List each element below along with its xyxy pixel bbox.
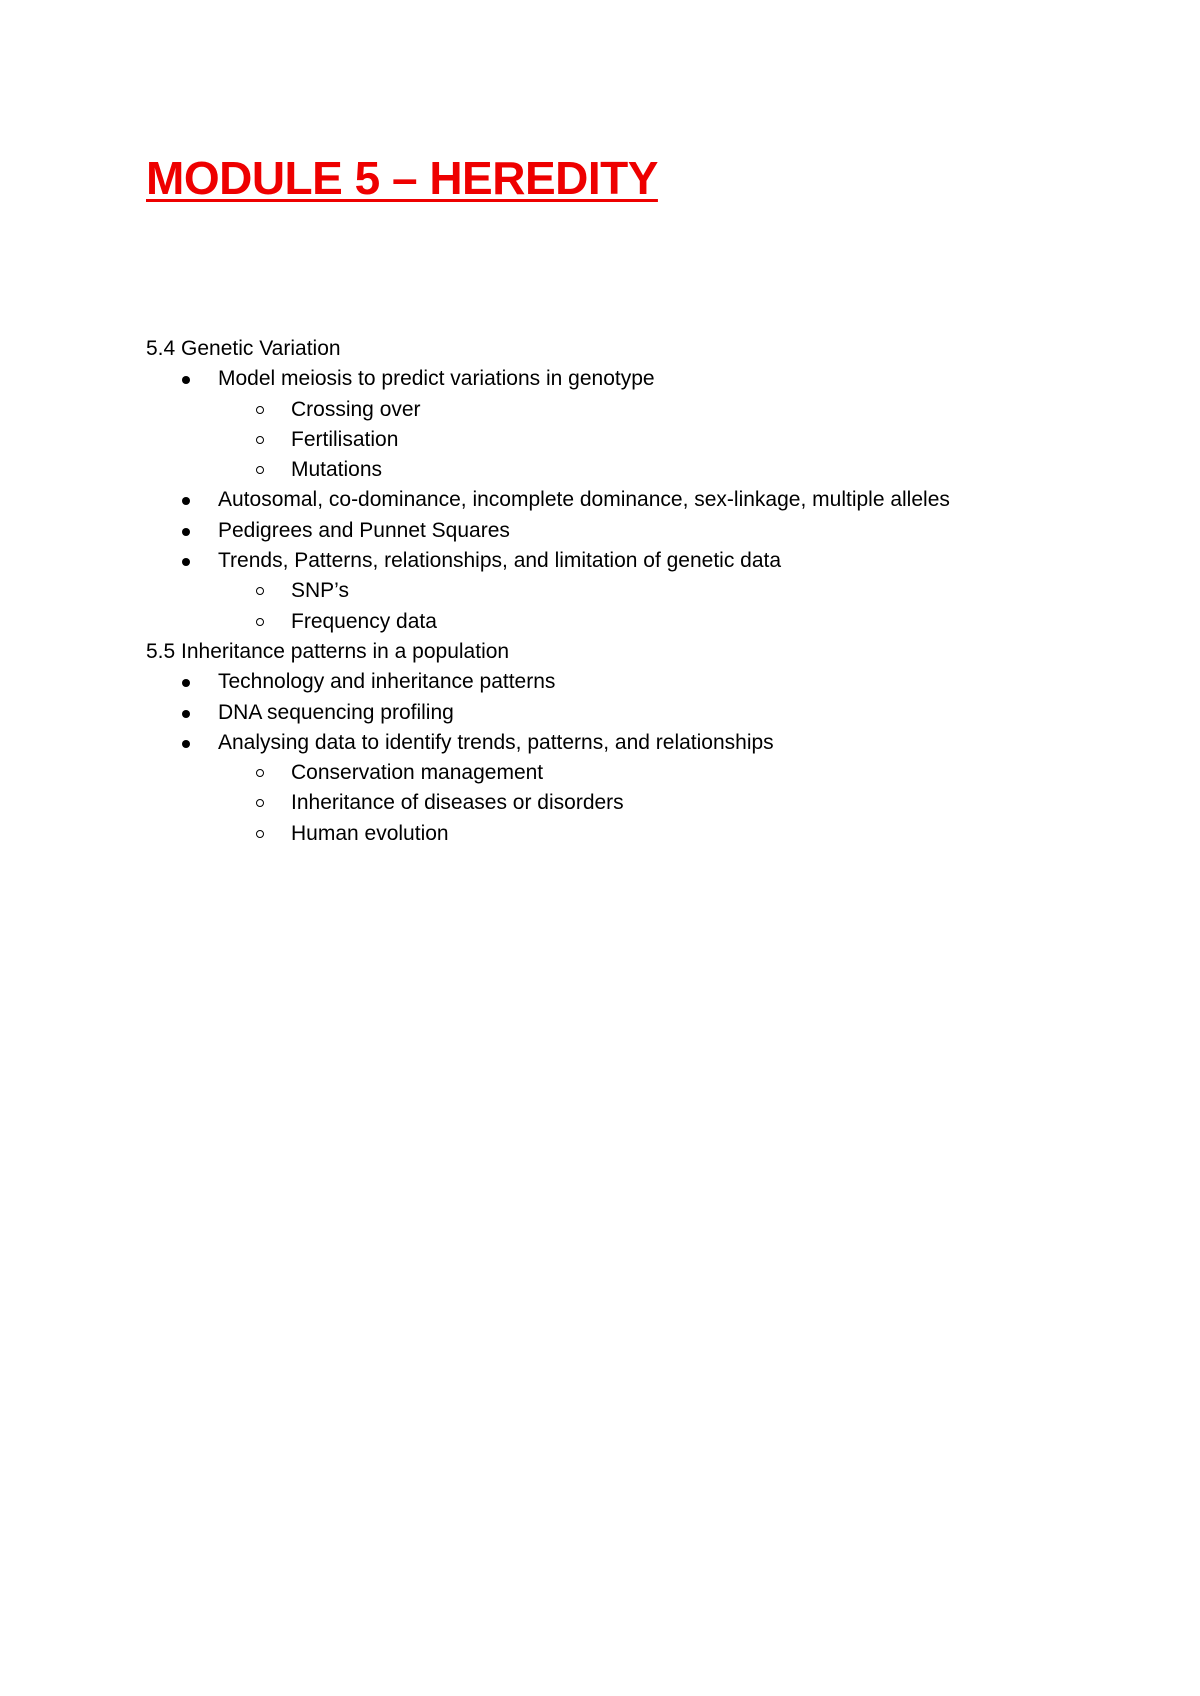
list-item-text: DNA sequencing profiling — [218, 700, 454, 724]
sub-list-item-text: Mutations — [291, 458, 383, 482]
sub-list-item — [146, 576, 1146, 606]
sub-list-item-text: Fertilisation — [291, 427, 399, 451]
sub-list-item — [146, 455, 1146, 485]
list-item-text: Analysing data to identify trends, patterns, and relationships — [218, 730, 774, 754]
sub-list-item-text: Crossing over — [291, 397, 421, 421]
section-heading: 5.4 Genetic Variation — [146, 337, 341, 360]
list-item-text: Model meiosis to predict variations in genotype — [218, 367, 655, 391]
section-heading: 5.5 Inheritance patterns in a population — [146, 639, 510, 663]
list-item — [146, 485, 1146, 515]
sub-list-item — [146, 425, 1146, 455]
page-title: MODULE 5 – HEREDITY — [146, 152, 658, 204]
list-item-text: Autosomal, co-dominance, incomplete dominance, sex-linkage, multiple alleles — [218, 488, 950, 512]
list-item-text: Technology and inheritance patterns — [218, 670, 556, 694]
sub-list-item — [146, 395, 1146, 425]
list-item-text: Trends, Patterns, relationships, and limitation of genetic data — [218, 549, 782, 573]
sub-list-item — [146, 607, 1146, 637]
list-item — [146, 364, 1146, 394]
document-body — [146, 334, 1146, 849]
list-item — [146, 546, 1146, 576]
list-item — [146, 667, 1146, 697]
list-item — [146, 698, 1146, 728]
sub-list-item-text: SNP’s — [291, 579, 349, 603]
list-item-text: Pedigrees and Punnet Squares — [218, 518, 510, 542]
sub-list-item — [146, 788, 1146, 818]
sub-list-item-text: Conservation management — [291, 761, 544, 785]
list-item — [146, 728, 1146, 758]
sub-list-item-text: Human evolution — [291, 821, 449, 845]
sub-list-item-text: Inheritance of diseases or disorders — [291, 791, 624, 815]
sub-list-item — [146, 819, 1146, 849]
sub-list-item-text: Frequency data — [291, 609, 437, 633]
sub-list-item — [146, 758, 1146, 788]
list-item — [146, 516, 1146, 546]
